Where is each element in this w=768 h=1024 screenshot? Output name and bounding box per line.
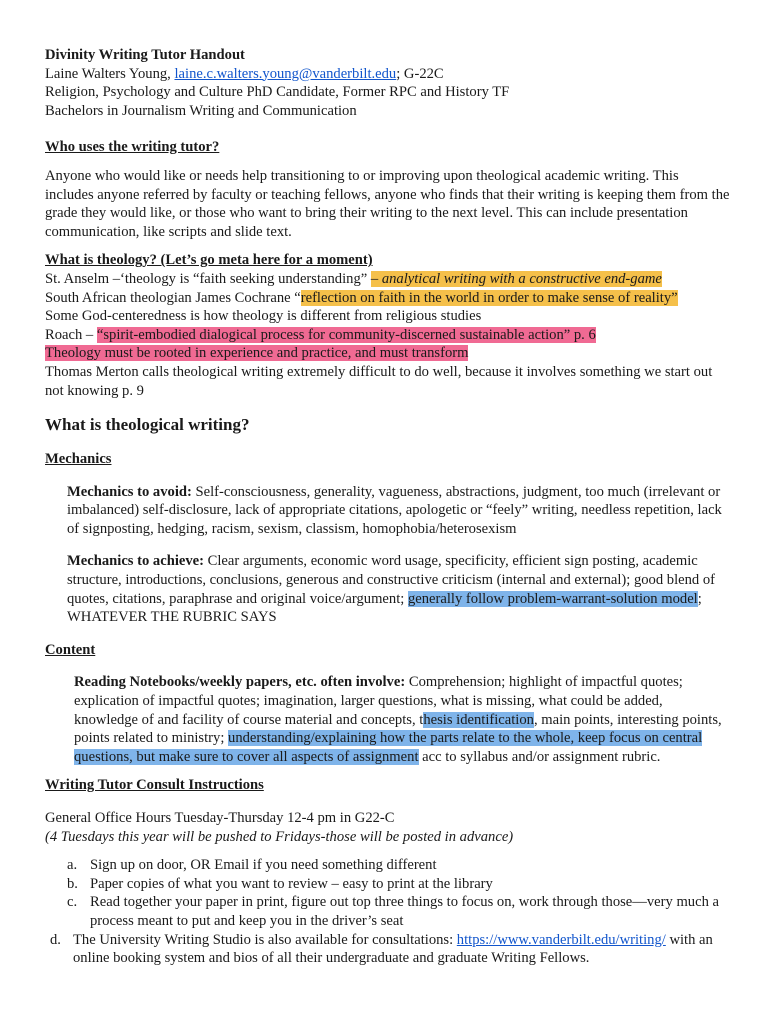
office-room: ; G-22C <box>396 65 444 82</box>
god-centeredness-line: Some God-centeredness is how theology is different from religious studies <box>45 308 482 325</box>
item-letter: d. <box>50 931 61 948</box>
merton-line: Thomas Merton calls theological writing extremely difficult to do well, because it involves something we start out not knowing p. 9 <box>45 363 713 399</box>
achieve-highlight: generally follow problem-warrant-solution model <box>407 590 698 607</box>
item-letter: a. <box>67 857 78 874</box>
office-hours: General Office Hours Tuesday-Thursday 12-4 pm in G22-C <box>45 810 395 826</box>
list-item <box>45 856 730 875</box>
avoid-label: Mechanics to avoid: <box>67 483 192 500</box>
email-link[interactable]: laine.c.walters.young@vanderbilt.edu <box>174 65 397 82</box>
mechanics-avoid <box>67 483 727 539</box>
studio-post: with an online booking system and bios of all their undergraduate and graduate Writing Fellows. <box>73 931 713 967</box>
item-text: Read together your paper in print, figure out top three things to focus on, work through those—very much a process meant to put and keep you in the driver’s seat <box>90 894 720 929</box>
cochrane-highlight: reflection on faith in the world in order to make sense of reality” <box>300 289 678 306</box>
avoid-text: Self-consciousness, generality, vagueness, abstractions, judgment, too much (irrelevant or imbalanced) self-disclosure, lack of appropriate citations, apologetic or “feely” writing, needless repetition, lack of signposting, hedging, racism, sexism, classism, homophobia/heterosexism <box>67 483 722 537</box>
author-line <box>45 65 730 84</box>
who-heading: Who uses the writing tutor? <box>45 139 220 156</box>
degree-line: Bachelors in Journalism Writing and Communication <box>45 102 357 119</box>
content-heading: Content <box>45 641 96 658</box>
consult-steps <box>45 856 730 968</box>
anselm-line <box>45 270 730 289</box>
reading-mid: , main points, interesting points, points related to ministry; <box>74 711 722 747</box>
roach-intro: Roach – <box>45 326 97 343</box>
roach-highlight: “spirit-embodied dialogical process for community-discerned sustainable action” p. 6 <box>96 326 596 343</box>
theological-writing-heading: What is theological writing? <box>45 415 250 435</box>
handout-page <box>45 46 730 968</box>
reading-post: acc to syllabus and/or assignment rubric. <box>418 748 661 765</box>
consult-heading: Writing Tutor Consult Instructions <box>45 777 264 794</box>
rooted-highlight: Theology must be rooted in experience and practice, and must transform <box>45 345 469 362</box>
understanding-highlight: understanding/explaining how the parts relate to the whole, keep focus on central questions, but make sure to cover all aspects of assignment <box>74 730 703 765</box>
credentials-line: Religion, Psychology and Culture PhD Candidate, Former RPC and History TF <box>45 84 510 101</box>
author-name: Laine Walters Young, <box>45 65 175 82</box>
anselm-highlight: – analytical writing with a constructive end-game <box>370 270 662 287</box>
item-text: Paper copies of what you want to review – easy to print at the library <box>90 875 493 892</box>
achieve-label: Mechanics to achieve: <box>67 553 204 570</box>
document-title: Divinity Writing Tutor Handout <box>45 47 245 63</box>
mechanics-heading: Mechanics <box>45 451 112 468</box>
achieve-text: Clear arguments, economic word usage, specificity, efficient sign posting, academic structure, introductions, conclusions, generous and constructive criticism (internal and external); good blend of quotes, citations, paraphrase and original voice/argument; <box>67 553 716 607</box>
item-text: Sign up on door, OR Email if you need something different <box>90 857 437 874</box>
cochrane-intro: South African theologian James Cochrane “ <box>45 289 301 306</box>
reading-notebooks <box>74 673 726 766</box>
mechanics-achieve <box>67 552 727 626</box>
reading-text: Comprehension; highlight of impactful quotes; explication of impactful quotes; imagination, larger questions, what is missing, what could be added, knowledge of and facility of course material and concepts, t <box>74 674 683 728</box>
rooted-line <box>45 344 730 363</box>
reading-label: Reading Notebooks/weekly papers, etc. often involve: <box>74 674 406 691</box>
list-item <box>45 931 730 968</box>
achieve-rubric: ; WHATEVER THE RUBRIC SAYS <box>67 590 702 626</box>
item-letter: b. <box>67 875 78 892</box>
cochrane-line <box>45 289 730 308</box>
anselm-quote: St. Anselm –‘theology is “faith seeking understanding” <box>45 270 371 287</box>
writing-studio-link[interactable]: https://www.vanderbilt.edu/writing/ <box>456 931 666 948</box>
schedule-note: (4 Tuesdays this year will be pushed to Fridays-those will be posted in advance) <box>45 828 514 845</box>
item-letter: c. <box>67 894 78 911</box>
list-item <box>45 875 730 894</box>
who-body: Anyone who would like or needs help transitioning to or improving upon theological academic writing. This includes anyone referred by faculty or teaching fellows, anyone who finds that their writing is keeping them from the grade they would like, or those who want to bring their writing to the next level. This can include presentation communication, like scripts and slide text. <box>45 167 730 240</box>
roach-line <box>45 326 730 345</box>
thesis-highlight: hesis identification <box>423 711 534 728</box>
list-item <box>45 893 730 930</box>
theology-heading: What is theology? (Let’s go meta here for a moment) <box>45 252 373 269</box>
studio-text: The University Writing Studio is also available for consultations: <box>73 931 457 948</box>
